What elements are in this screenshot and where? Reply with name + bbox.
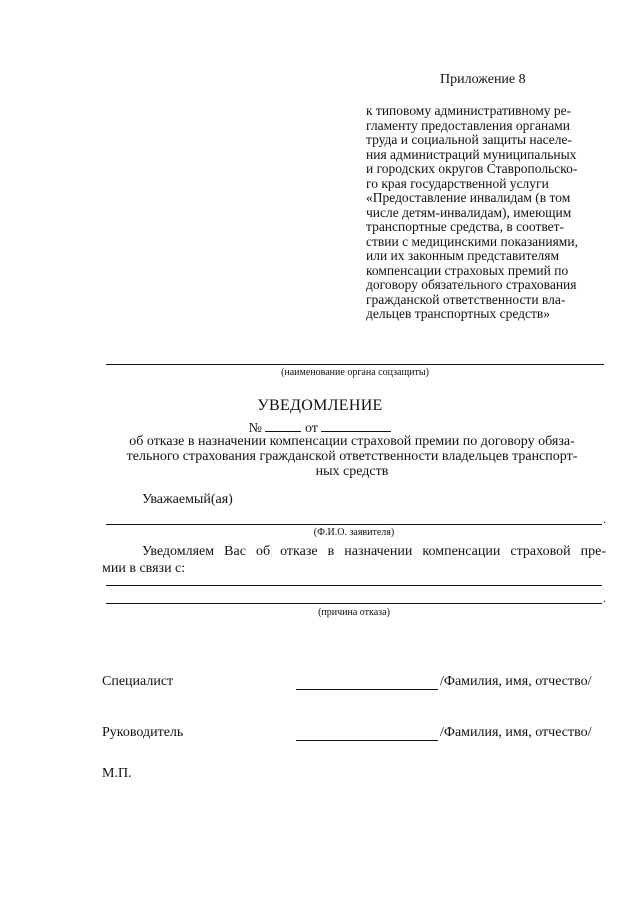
applicant-period: . xyxy=(603,512,606,526)
specialist-name: /Фамилия, имя, отчество/ xyxy=(440,674,592,689)
appendix-line: гламенту предоставления органами xyxy=(366,117,570,133)
stamp-label: М.П. xyxy=(102,766,132,781)
appendix-line: «Предоставление инвалидам (в том xyxy=(366,190,571,205)
appendix-line: гражданской ответственности вла- xyxy=(366,291,566,307)
appendix-line: труда и социальной защиты населе- xyxy=(366,132,573,147)
organ-name-line[interactable] xyxy=(106,364,604,365)
appendix-line: договору обязательного страхования xyxy=(366,277,577,292)
number-label: № xyxy=(248,421,262,436)
organ-caption: (наименование органа соцзащиты) xyxy=(281,367,429,378)
head-signature-line[interactable] xyxy=(296,740,438,741)
subject-line: об отказе в назначении компенсации страховой премии по договору обяза- xyxy=(129,434,575,449)
subject-line: тельного страхования гражданской ответственности владельцев транспорт- xyxy=(126,449,578,464)
number-field[interactable] xyxy=(265,419,301,432)
document-title: УВЕДОМЛЕНИЕ xyxy=(257,397,383,414)
reason-period: . xyxy=(603,591,606,605)
reason-line-2[interactable] xyxy=(106,603,602,604)
greeting: Уважаемый(ая) xyxy=(142,492,233,507)
date-label: от xyxy=(304,421,318,436)
appendix-line: го края государственной услуги xyxy=(366,175,549,191)
document-subject xyxy=(102,434,602,479)
notice-line: мии в связи с: xyxy=(102,561,186,576)
appendix-line: дельцев транспортных средств» xyxy=(366,306,551,321)
notice-line: Уведомляем Вас об отказе в назначении компенсации страховой пре- xyxy=(142,544,606,559)
subject-line: ных средств xyxy=(315,464,389,479)
applicant-caption: (Ф.И.О. заявителя) xyxy=(313,527,395,538)
appendix-line: к типовому административному ре- xyxy=(366,103,572,118)
appendix-line: и городских округов Ставропольско- xyxy=(366,161,578,176)
appendix-title: Приложение 8 xyxy=(440,72,526,87)
reason-caption: (причина отказа) xyxy=(318,607,390,618)
appendix-line: ния администраций муниципальных xyxy=(366,146,577,162)
appendix-line: или их законным представителям xyxy=(366,248,559,263)
applicant-name-line[interactable] xyxy=(106,524,602,525)
specialist-signature-line[interactable] xyxy=(296,689,438,690)
specialist-label: Специалист xyxy=(102,674,174,689)
appendix-line: ствии с медицинскими показаниями, xyxy=(366,233,578,249)
date-field[interactable] xyxy=(321,419,391,432)
appendix-text xyxy=(366,104,608,322)
notice-text xyxy=(102,543,606,577)
reason-line-1[interactable] xyxy=(106,585,602,586)
appendix-line: числе детям-инвалидам), имеющим xyxy=(366,204,572,220)
head-name: /Фамилия, имя, отчество/ xyxy=(440,725,592,740)
head-label: Руководитель xyxy=(102,725,184,740)
appendix-line: транспортные средства, в соответ- xyxy=(366,219,565,234)
appendix-line: компенсации страховых премий по xyxy=(366,262,569,278)
